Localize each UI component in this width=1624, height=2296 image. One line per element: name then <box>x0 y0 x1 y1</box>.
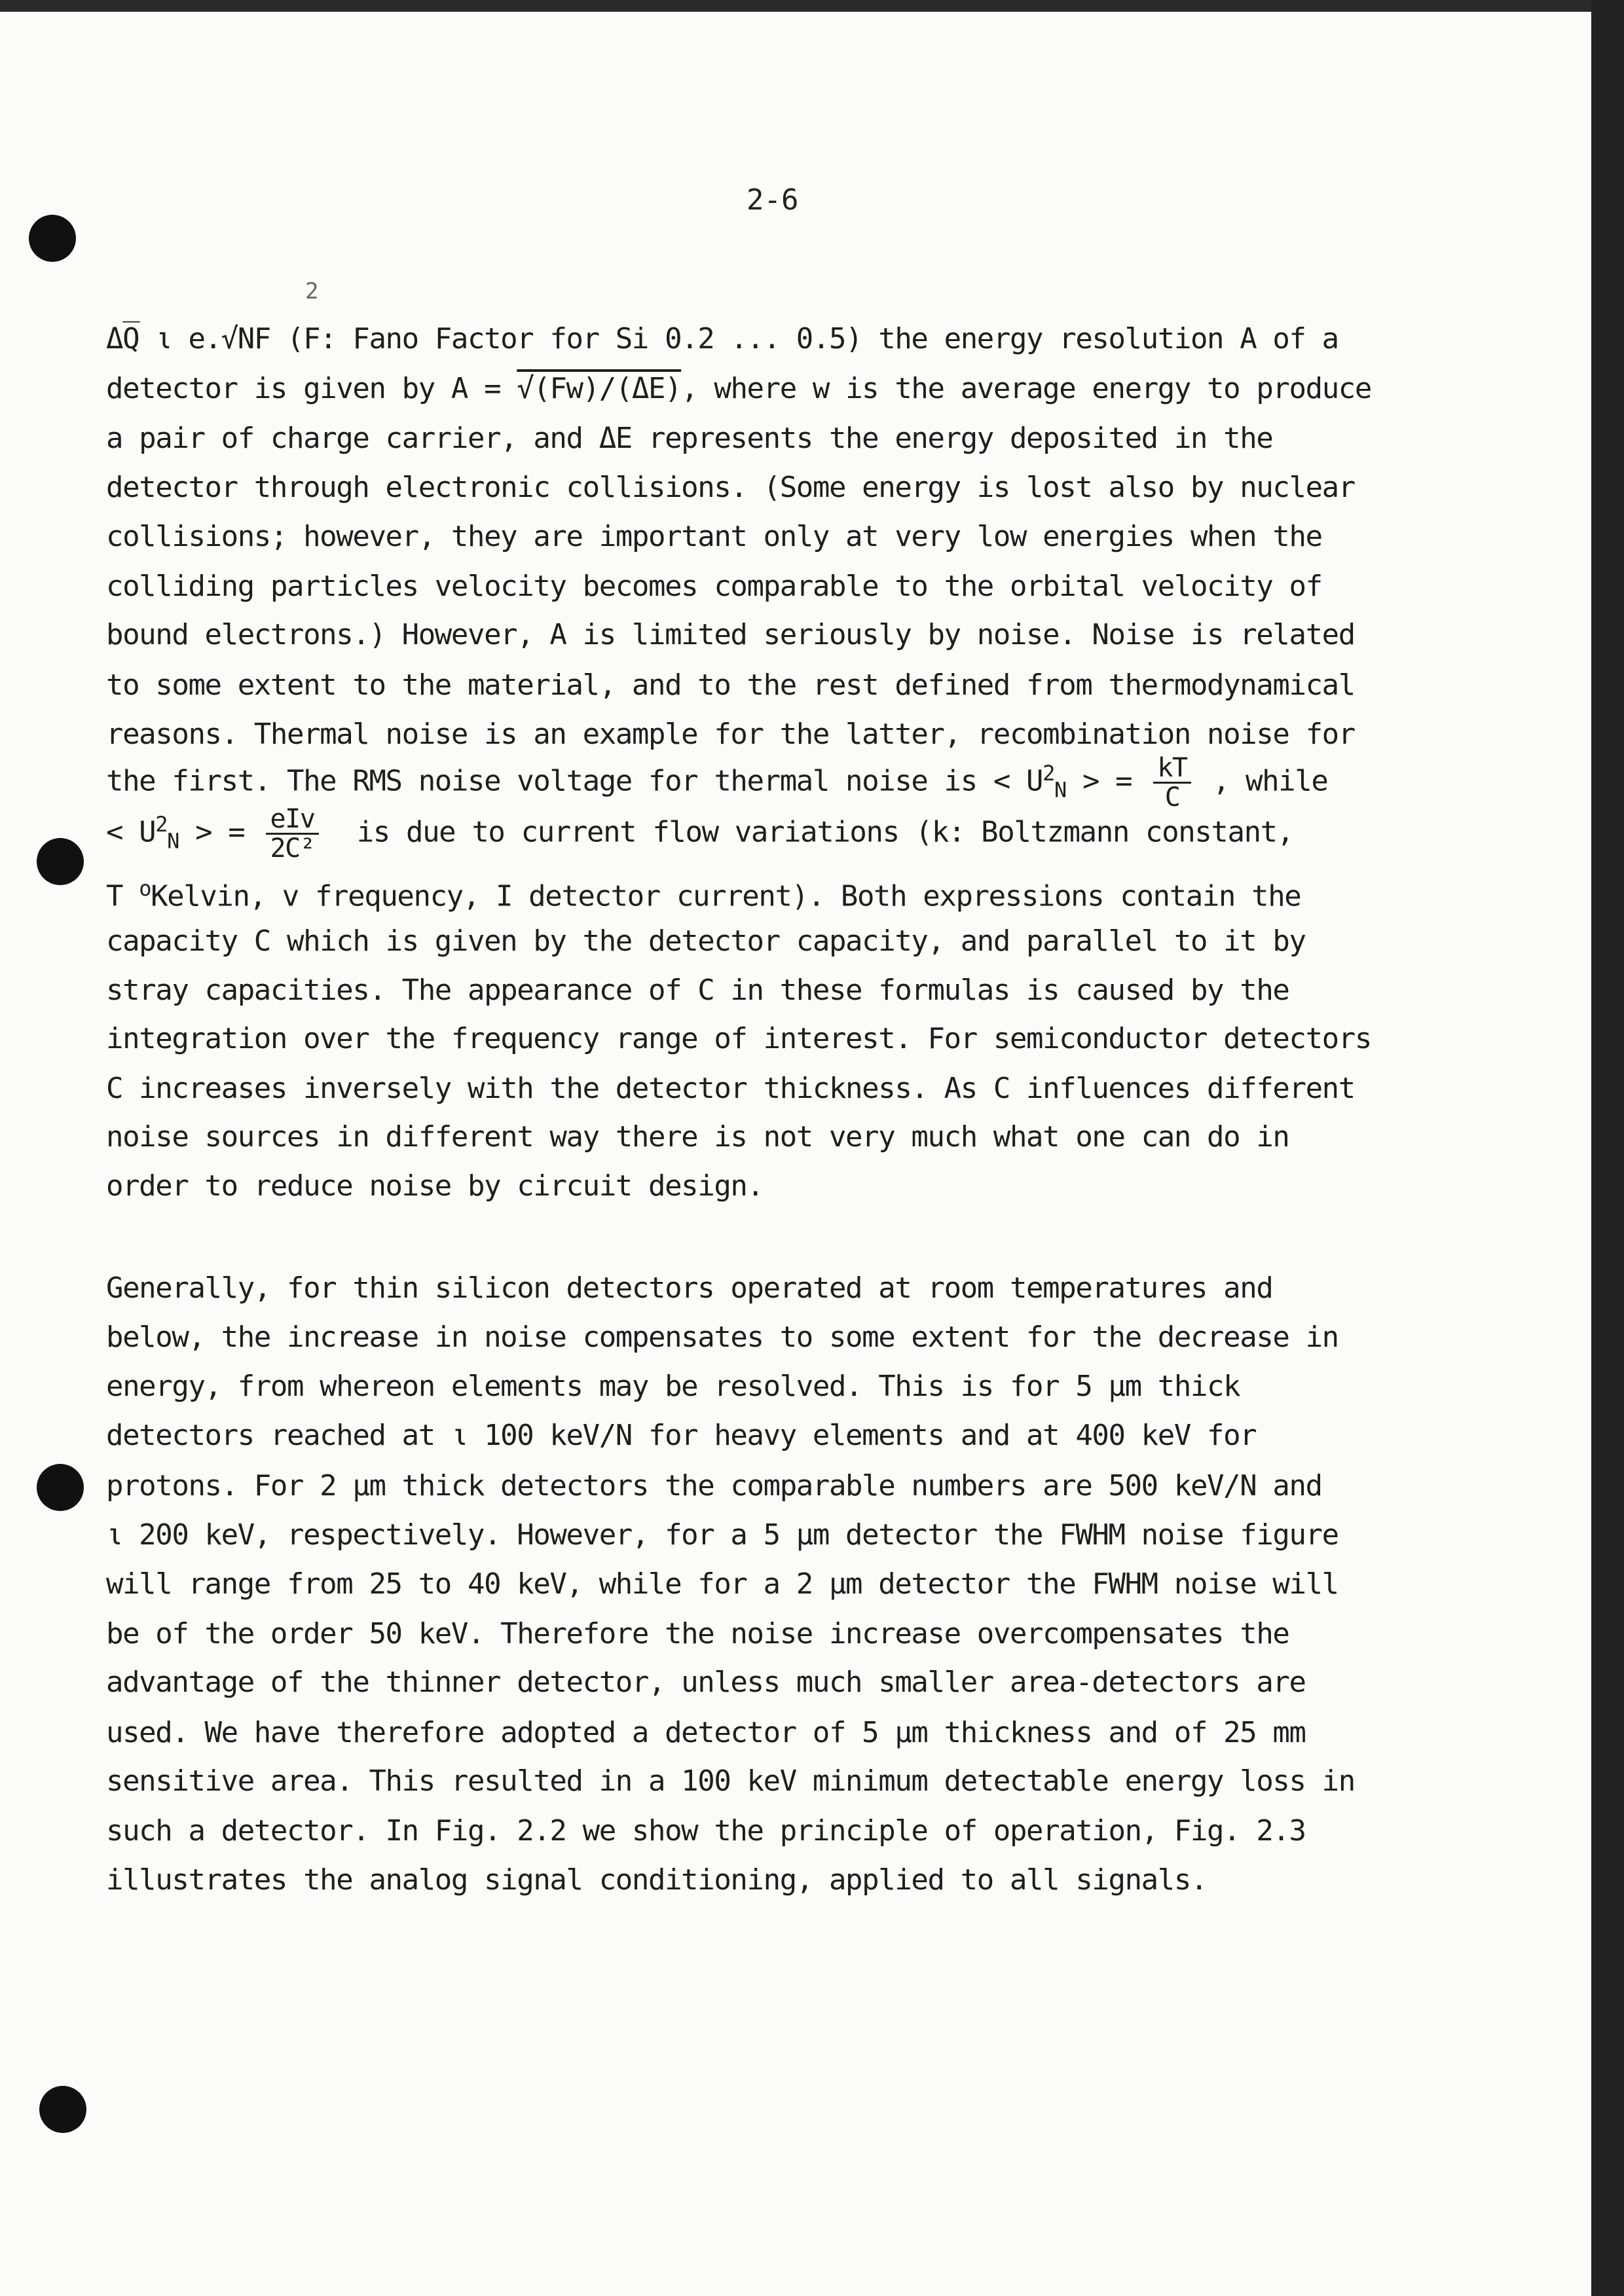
punch-hole <box>29 215 76 262</box>
punch-hole <box>39 2086 86 2133</box>
paragraph-2-line: energy, from whereon elements may be resolved. This is for 5 μm thick <box>106 1370 1240 1403</box>
paragraph-1-line: detector through electronic collisions. (Some energy is lost also by nuclear <box>106 471 1355 504</box>
fano-formula: ΔQ̅ ι e.√NF <box>106 322 270 355</box>
resolution-formula: √(Fw)/(ΔE) <box>517 372 682 405</box>
paragraph-1-line: the first. The RMS noise voltage for thermal noise is < $U^2_N$ > = $\frac{kT}{C}$ , while <box>106 753 1328 812</box>
paragraph-1-line: T $^o$Kelvin, v frequency, I detector current). Both expressions contain the <box>106 876 1301 913</box>
punch-hole <box>37 838 84 885</box>
paragraph-2-line: ι 200 keV, respectively. However, for a 5 μm detector the FWHM noise figure <box>106 1518 1338 1552</box>
paragraph-2-line: Generally, for thin silicon detectors operated at room temperatures and <box>106 1271 1273 1305</box>
paragraph-1-line: collisions; however, they are important only at very low energies when the <box>106 520 1322 553</box>
paragraph-1-line: capacity C which is given by the detector capacity, and parallel to it by <box>106 924 1306 958</box>
page-number: 2-6 <box>747 183 799 217</box>
paragraph-2-line: detectors reached at ι 100 keV/N for heavy elements and at 400 keV for <box>106 1419 1257 1452</box>
paragraph-2-line: advantage of the thinner detector, unless much smaller area-detectors are <box>106 1666 1306 1699</box>
paragraph-1-line: to some extent to the material, and to the rest defined from thermodynamical <box>106 668 1355 702</box>
paragraph-1-line: detector is given by A = √(Fw)/(ΔE), where w is the average energy to produce <box>106 372 1371 405</box>
current-noise-fraction: $\frac{\text{eIv}}{\text{2C²}}$ <box>266 805 318 862</box>
paragraph-1-line: bound electrons.) However, A is limited seriously by noise. Noise is related <box>106 618 1355 651</box>
paragraph-2-line: will range from 25 to 40 keV, while for a 2 μm detector the FWHM noise will <box>106 1567 1338 1601</box>
paragraph-1-line: C increases inversely with the detector thickness. As C influences different <box>106 1072 1355 1105</box>
paragraph-2-line: used. We have therefore adopted a detector of 5 μm thickness and of 25 mm <box>106 1716 1306 1749</box>
paragraph-1-line: colliding particles velocity becomes comparable to the orbital velocity of <box>106 570 1322 603</box>
thermal-noise-fraction: $\frac{kT}{C}$ <box>1153 754 1190 811</box>
paragraph-1-line: reasons. Thermal noise is an example for the latter, recombination noise for <box>106 718 1355 751</box>
paragraph-1-line: noise sources in different way there is not very much what one can do in <box>106 1120 1289 1154</box>
paragraph-1-line: integration over the frequency range of interest. For semiconductor detectors <box>106 1022 1371 1055</box>
paragraph-2-line: protons. For 2 μm thick detectors the comparable numbers are 500 keV/N and <box>106 1469 1322 1503</box>
paragraph-2-line: illustrates the analog signal conditioning, applied to all signals. <box>106 1863 1208 1897</box>
paragraph-1-line: ΔQ̅ ι e.√NF (F: Fano Factor for Si 0.2 ... 0.5) the energy resolution A of a <box>106 322 1338 355</box>
paragraph-2-line: such a detector. In Fig. 2.2 we show the principle of operation, Fig. 2.3 <box>106 1814 1306 1848</box>
paragraph-1-line: order to reduce noise by circuit design. <box>106 1169 764 1203</box>
paragraph-1-line: < $U^2_N$ > = $\frac{\text{eIv}}{\text{2C²}}$ is due to current flow variations (k: Boltzmann constant, <box>106 804 1293 864</box>
paragraph-2-line: sensitive area. This resulted in a 100 keV minimum detectable energy loss in <box>106 1764 1355 1798</box>
paragraph-1-line: a pair of charge carrier, and ΔE represents the energy deposited in the <box>106 422 1273 455</box>
paragraph-2-line: below, the increase in noise compensates to some extent for the decrease in <box>106 1321 1338 1354</box>
paragraph-2-line: be of the order 50 keV. Therefore the noise increase overcompensates the <box>106 1617 1289 1650</box>
punch-hole <box>37 1464 84 1511</box>
margin-annotation: 2 <box>305 278 318 304</box>
paragraph-1-line: stray capacities. The appearance of C in these formulas is caused by the <box>106 974 1289 1007</box>
